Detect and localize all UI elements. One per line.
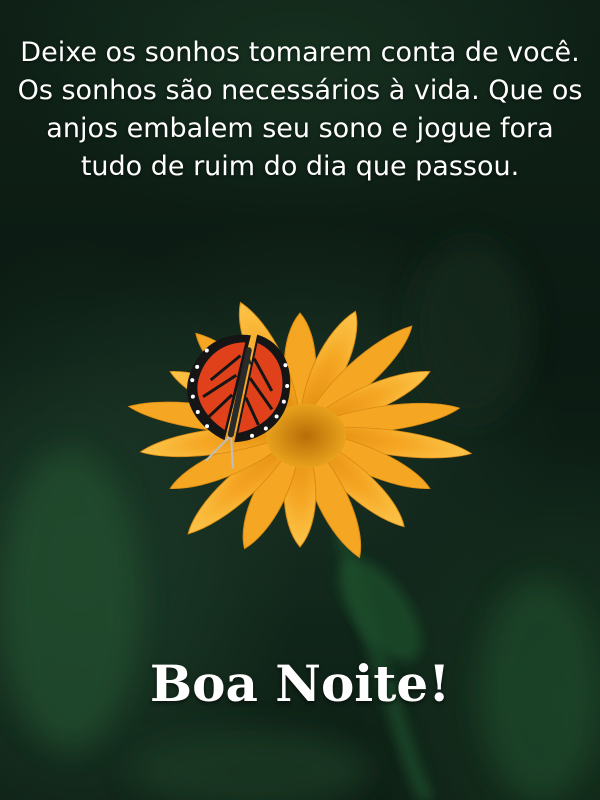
quote-line: Deixe os sonhos tomarem conta de você. [20, 37, 580, 68]
quote-line: Os sonhos são necessários à vida. Que os [17, 75, 583, 106]
greeting-title: Boa Noite! [149, 654, 451, 713]
quote-line: tudo de ruim do dia que passou. [80, 151, 520, 182]
quote-line: anjos embalem seu sono e jogue fora [46, 113, 554, 144]
goodnight-quote [0, 34, 600, 186]
